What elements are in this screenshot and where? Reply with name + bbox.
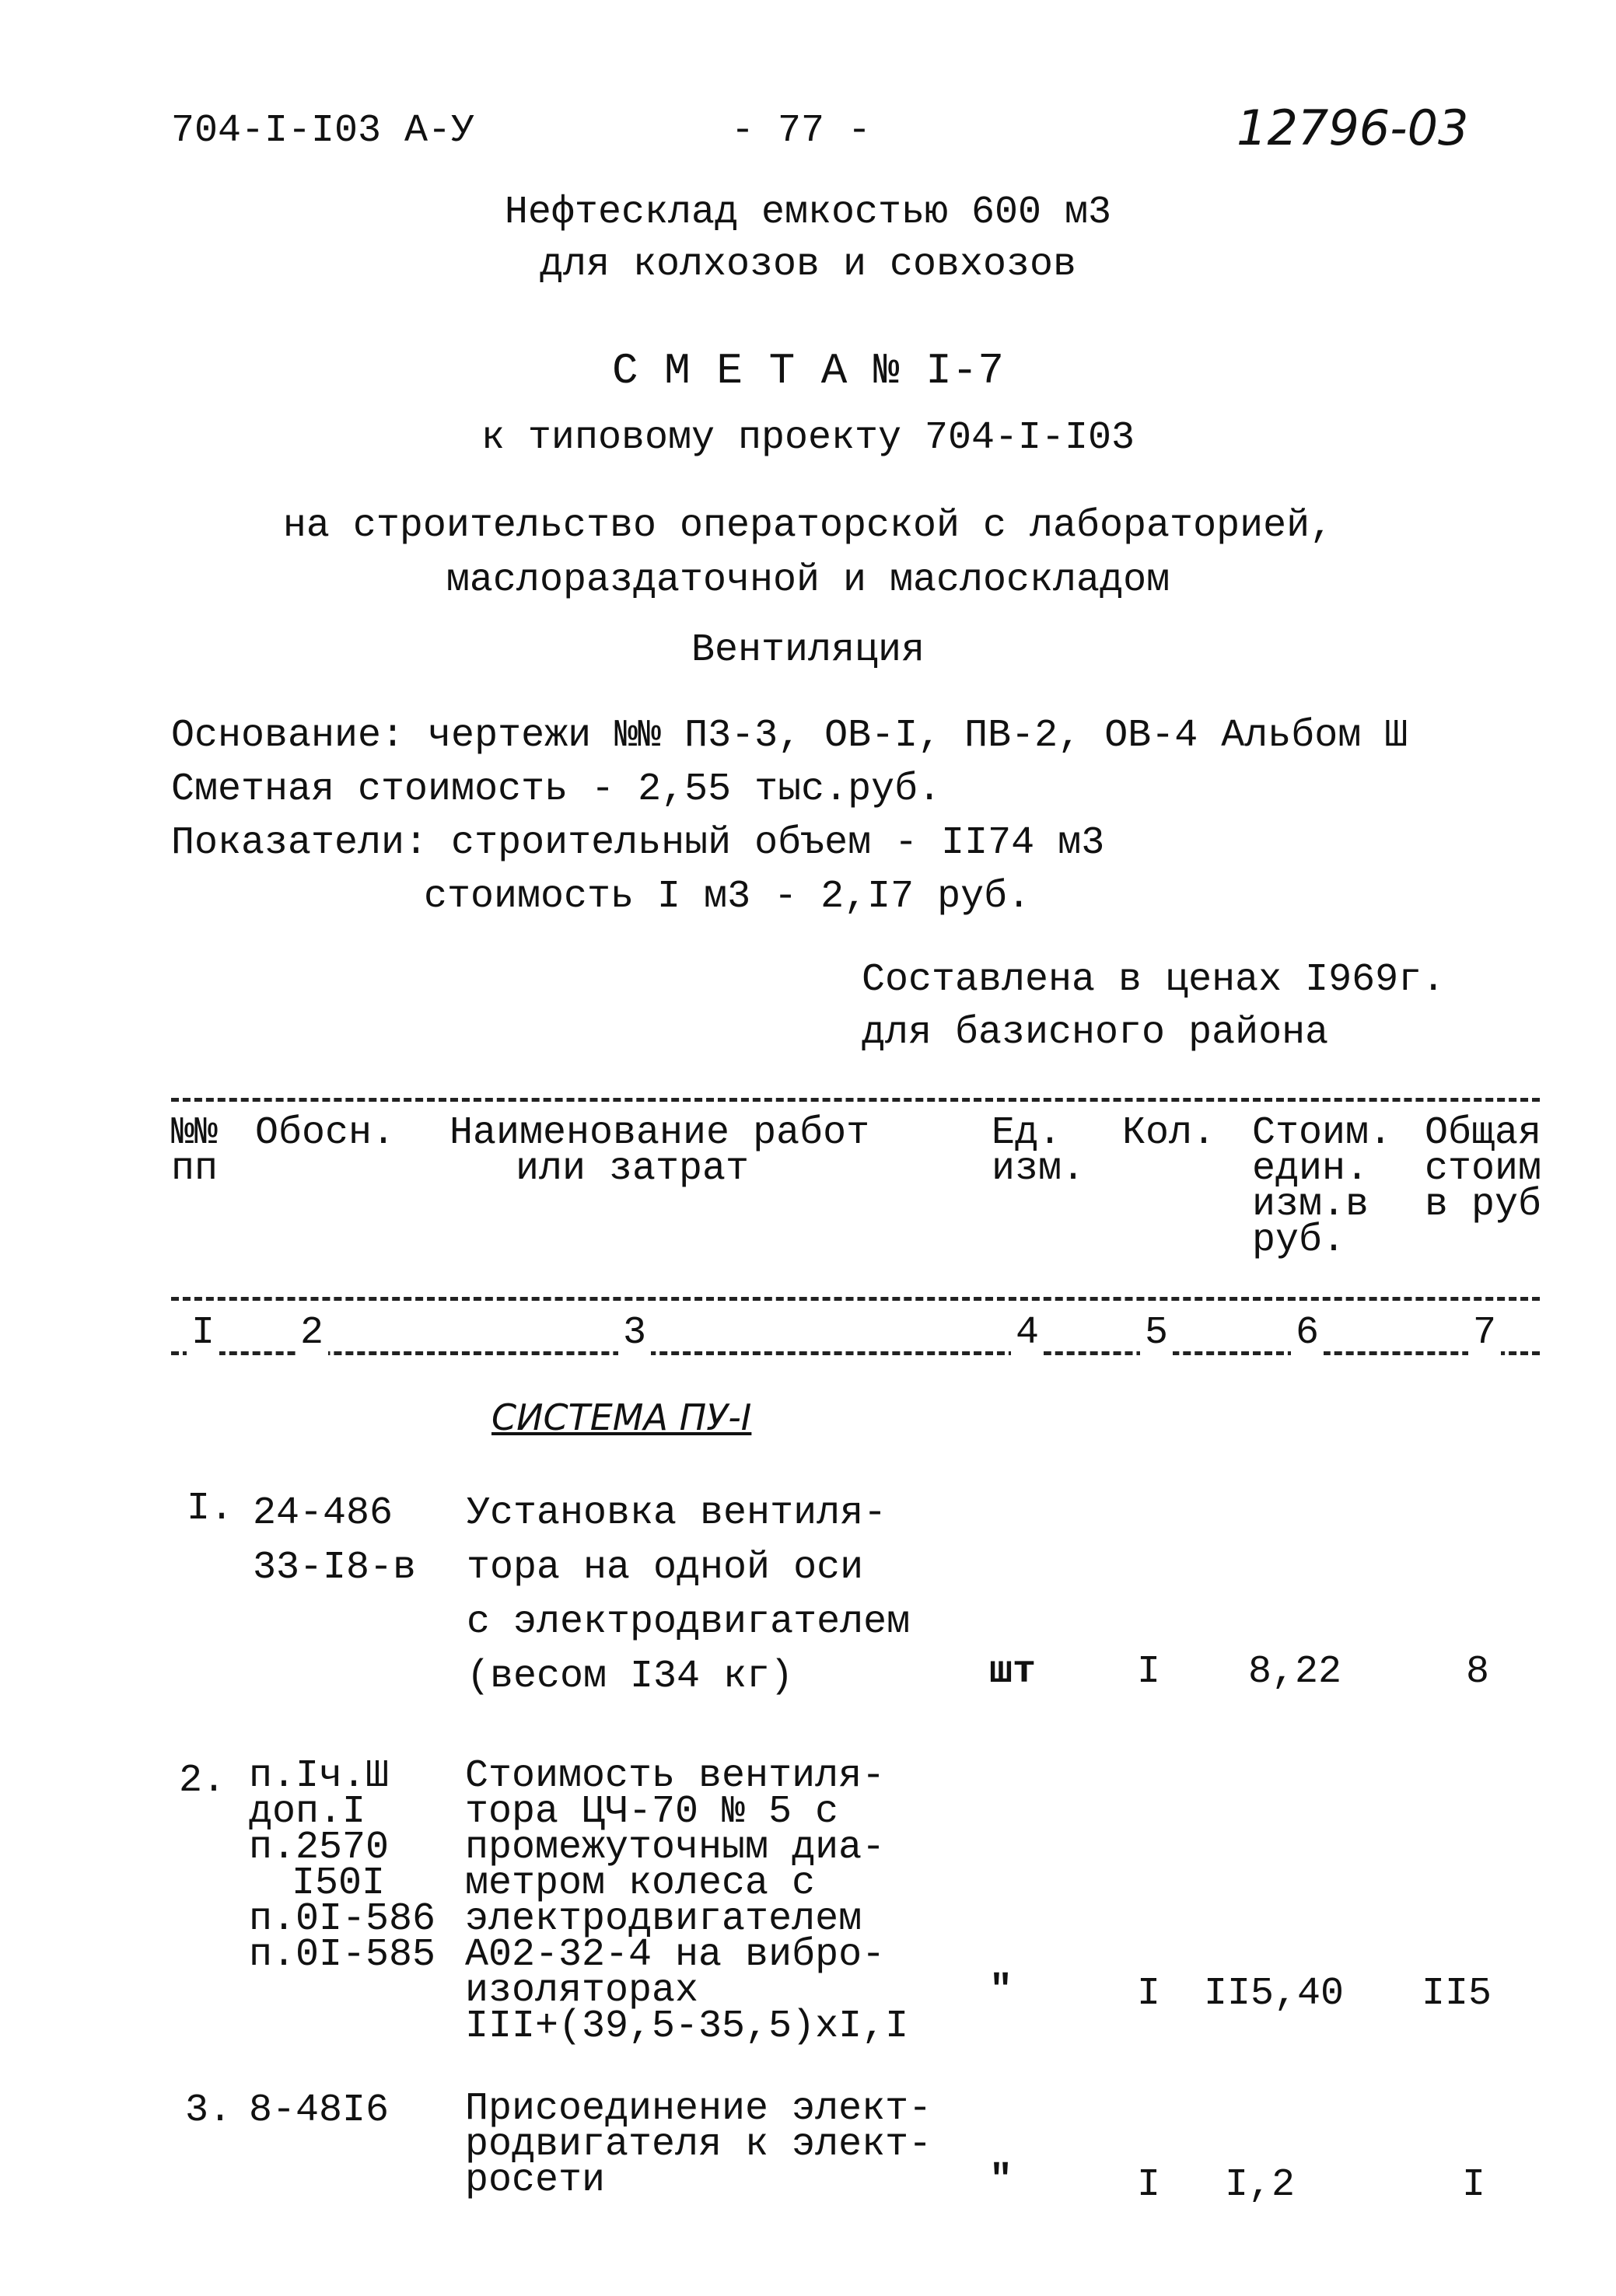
header-unit: Ед. изм. bbox=[992, 1111, 1086, 1191]
row-3-total: I bbox=[1462, 2163, 1486, 2207]
row-2-basis: п.Iч.Ш доп.I п.2570 I50I п.0I-586 п.0I-585 bbox=[249, 1754, 436, 1977]
indicators-volume: Показатели: строительный объем - II74 м3 bbox=[171, 821, 1105, 865]
column-numbers-rule bbox=[171, 1351, 1540, 1355]
row-2-number: 2. bbox=[179, 1759, 226, 1803]
column-number-5: 5 bbox=[1140, 1311, 1173, 1355]
row-3-basis: 8-48I6 bbox=[249, 2088, 390, 2133]
indicators-unit-cost: стоимость I м3 - 2,I7 руб. bbox=[424, 875, 1031, 919]
column-number-2: 2 bbox=[296, 1311, 328, 1355]
header-bottom-rule bbox=[171, 1297, 1540, 1301]
row-2-qty: I bbox=[1137, 1972, 1161, 2016]
column-number-6: 6 bbox=[1291, 1311, 1324, 1355]
prices-line-2: для базисного района bbox=[862, 1011, 1329, 1055]
smeta-title: С М Е Т А № I-7 bbox=[611, 346, 1005, 396]
column-number-4: 4 bbox=[1011, 1311, 1044, 1355]
row-1-qty: I bbox=[1137, 1650, 1161, 1694]
header-total: Общая стоим в руб bbox=[1425, 1111, 1542, 1227]
basis-line: Основание: чертежи №№ П3-3, ОВ-I, ПВ-2, ОВ-4 Альбом Ш bbox=[171, 714, 1408, 758]
table-top-rule bbox=[171, 1098, 1540, 1102]
purpose-line-1: на строительство операторской с лабораторией, bbox=[282, 504, 1334, 548]
row-3-price: I,2 bbox=[1225, 2163, 1296, 2207]
header-num: №№ пп bbox=[171, 1111, 219, 1191]
archive-number: 12796-03 bbox=[1236, 100, 1469, 156]
title-line-2: для колхозов и совхозов bbox=[539, 243, 1077, 287]
title-line-1: Нефтесклад емкостью 600 м3 bbox=[504, 190, 1112, 235]
row-1-total: 8 bbox=[1466, 1650, 1490, 1694]
row-2-unit: " bbox=[989, 1969, 1013, 2013]
row-3-name: Присоединение элект- родвигателя к элект- росети bbox=[465, 2087, 932, 2203]
row-1-basis: 24-486 33-I8-в bbox=[253, 1491, 417, 1590]
system-title: СИСТЕМА ПУ-I bbox=[491, 1396, 752, 1438]
header-basis: Обосн. bbox=[255, 1111, 396, 1155]
row-1-price: 8,22 bbox=[1248, 1650, 1342, 1694]
row-3-qty: I bbox=[1137, 2163, 1161, 2207]
column-number-3: 3 bbox=[618, 1311, 651, 1355]
row-1-number: I. bbox=[187, 1487, 234, 1531]
prices-line-1: Составлена в ценах I969г. bbox=[862, 958, 1446, 1002]
header-name: Наименование работ или затрат bbox=[449, 1111, 870, 1191]
document-code: 704-I-I03 А-У bbox=[171, 109, 475, 153]
row-2-name: Стоимость вентиля- тора ЦЧ-70 № 5 с промежуточным диа- метром колеса с электродвигателем А02-32-4 на вибро- изоляторах III+(39,5-35,5)xI,I bbox=[465, 1754, 909, 2049]
row-3-unit: " bbox=[989, 2158, 1013, 2203]
page-number: - 77 - bbox=[731, 109, 872, 153]
column-number-7: 7 bbox=[1468, 1311, 1501, 1355]
row-2-total: II5 bbox=[1422, 1972, 1492, 2016]
project-line: к типовому проекту 704-I-I03 bbox=[481, 416, 1135, 460]
purpose-line-2: маслораздаточной и маслоскладом bbox=[446, 558, 1170, 603]
header-unit-price: Стоим. един. изм.в руб. bbox=[1252, 1111, 1393, 1263]
column-number-1: I bbox=[187, 1311, 219, 1355]
row-3-number: 3. bbox=[185, 2088, 233, 2133]
estimated-cost: Сметная стоимость - 2,55 тыс.руб. bbox=[171, 767, 942, 812]
header-qty: Кол. bbox=[1122, 1111, 1216, 1155]
row-1-name: Установка вентиля- тора на одной оси с электродвигателем (весом I34 кг) bbox=[467, 1491, 911, 1699]
row-1-unit: шт bbox=[989, 1650, 1037, 1694]
row-2-price: II5,40 bbox=[1204, 1972, 1345, 2016]
section-title: Вентиляция bbox=[691, 628, 925, 673]
